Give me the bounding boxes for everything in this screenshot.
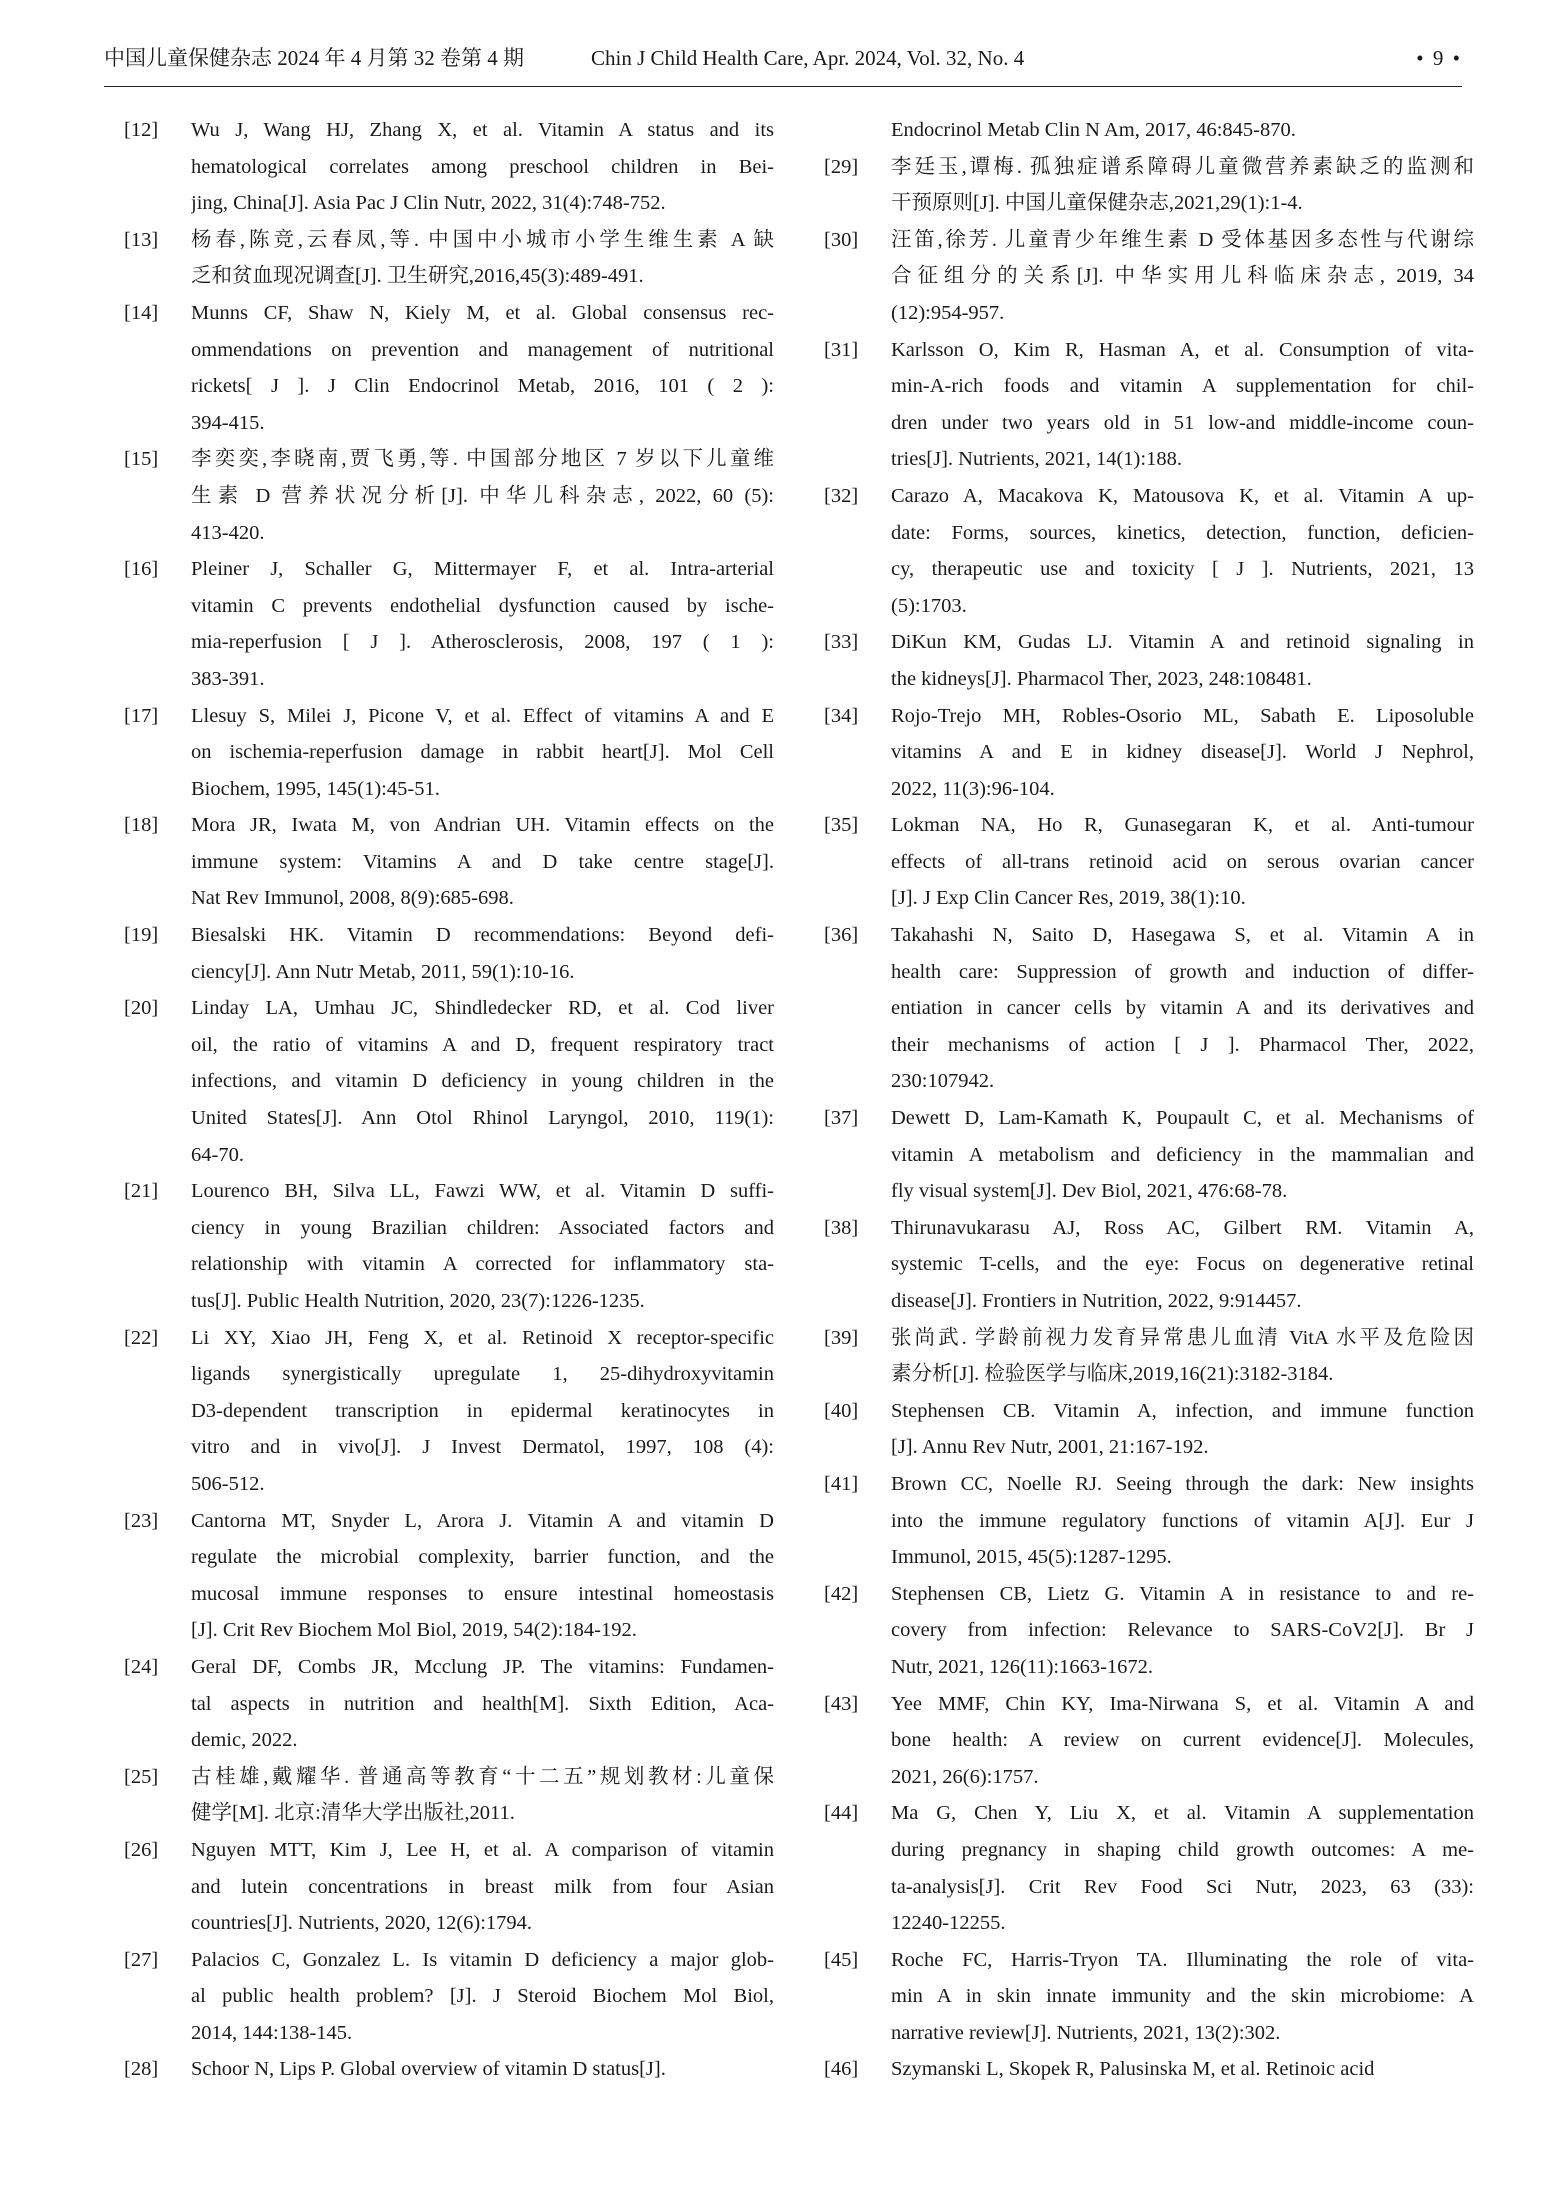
reference-entry	[124, 1320, 774, 1503]
reference-line: effects of all-trans retinoid acid on serous ovarian cancer	[891, 850, 1474, 873]
reference-text	[891, 1942, 1474, 2052]
reference-line: into the immune regulatory functions of vitamin A[J]. Eur J	[891, 1509, 1474, 1532]
reference-text	[891, 624, 1474, 697]
reference-line: Biochem, 1995, 145(1):45-51.	[191, 777, 440, 800]
reference-number: [44]	[824, 1802, 859, 1825]
reference-line: Mora JR, Iwata M, von Andrian UH. Vitamin effects on the	[191, 814, 774, 837]
reference-line: Ma G, Chen Y, Liu X, et al. Vitamin A supplementation	[891, 1802, 1474, 1825]
reference-entry	[824, 2051, 1474, 2088]
reference-entry	[824, 1795, 1474, 1941]
reference-line: Geral DF, Combs JR, Mcclung JP. The vitamins: Fundamen-	[191, 1655, 774, 1678]
reference-line: vitro and in vivo[J]. J Invest Dermatol, 1997, 108 (4):	[191, 1436, 774, 1459]
reference-line: [J]. J Exp Clin Cancer Res, 2019, 38(1):10.	[891, 887, 1246, 910]
reference-number: [12]	[124, 119, 159, 141]
reference-line: D3-dependent transcription in epidermal keratinocytes in	[191, 1399, 774, 1422]
reference-line: 394-415.	[191, 411, 265, 434]
reference-entry	[824, 624, 1474, 697]
reference-entry	[824, 917, 1474, 1100]
reference-line: dren under two years old in 51 low-and middle-income coun-	[891, 411, 1474, 434]
reference-text	[891, 1393, 1474, 1466]
reference-text	[191, 1942, 774, 2052]
reference-text	[191, 551, 774, 697]
reference-line: Cantorna MT, Snyder L, Arora J. Vitamin A and vitamin D	[191, 1509, 774, 1532]
reference-line: Li XY, Xiao JH, Feng X, et al. Retinoid X receptor-specific	[191, 1326, 774, 1349]
reference-line: mucosal immune responses to ensure intestinal homeostasis	[191, 1582, 774, 1605]
reference-number: [28]	[124, 2058, 159, 2081]
reference-text	[891, 1100, 1474, 1210]
reference-line: Pleiner J, Schaller G, Mittermayer F, et al. Intra-arterial	[191, 558, 774, 581]
reference-number: [38]	[824, 1216, 859, 1239]
reference-number: [18]	[124, 814, 159, 837]
reference-line: entiation in cancer cells by vitamin A and its derivatives and	[891, 997, 1474, 1020]
reference-line: tries[J]. Nutrients, 2021, 14(1):188.	[891, 448, 1182, 471]
reference-number: [15]	[124, 448, 159, 471]
reference-text	[191, 295, 774, 441]
reference-line: narrative review[J]. Nutrients, 2021, 13(2):302.	[891, 2021, 1281, 2044]
reference-line: infections, and vitamin D deficiency in young children in the	[191, 1070, 774, 1093]
reference-line: rickets[ J ]. J Clin Endocrinol Metab, 2016, 101 ( 2 ):	[191, 375, 774, 398]
reference-line: demic, 2022.	[191, 1729, 298, 1752]
reference-entry	[824, 332, 1474, 478]
reference-line: 李廷玉,谭梅. 孤独症谱系障碍儿童微营养素缺乏的监测和	[891, 155, 1474, 178]
reference-entry	[824, 1393, 1474, 1466]
reference-text	[191, 2051, 774, 2088]
reference-line: Nat Rev Immunol, 2008, 8(9):685-698.	[191, 887, 514, 910]
reference-line: 古桂雄,戴耀华. 普通高等教育“十二五”规划教材:儿童保	[191, 1765, 774, 1788]
reference-number: [16]	[124, 558, 159, 581]
reference-number: [45]	[824, 1948, 859, 1971]
reference-line: mia-reperfusion [ J ]. Atherosclerosis, 2008, 197 ( 1 ):	[191, 631, 774, 654]
page-number: • 9 •	[1416, 46, 1462, 70]
reference-line: Llesuy S, Milei J, Picone V, et al. Effect of vitamins A and E	[191, 704, 774, 727]
reference-line: fly visual system[J]. Dev Biol, 2021, 476:68-78.	[891, 1180, 1288, 1203]
reference-entry	[824, 112, 1474, 149]
reference-entry	[824, 222, 1474, 332]
reference-line: Carazo A, Macakova K, Matousova K, et al. Vitamin A up-	[891, 484, 1474, 507]
reference-line: 杨春,陈竞,云春凤,等. 中国中小城市小学生维生素 A 缺	[191, 228, 774, 251]
reference-line: min A in skin innate immunity and the skin microbiome: A	[891, 1985, 1474, 2008]
reference-line: ligands synergistically upregulate 1, 25-dihydroxyvitamin	[191, 1363, 774, 1386]
reference-entry	[124, 1173, 774, 1319]
reference-line: Linday LA, Umhau JC, Shindledecker RD, et al. Cod liver	[191, 997, 774, 1020]
reference-entry	[824, 807, 1474, 917]
reference-entry	[124, 222, 774, 295]
reference-text	[191, 441, 774, 551]
reference-number: [39]	[824, 1326, 859, 1349]
reference-entry	[124, 990, 774, 1173]
reference-number: [27]	[124, 1948, 159, 1971]
reference-entry	[124, 1759, 774, 1832]
reference-number: [32]	[824, 484, 859, 507]
reference-entry	[824, 1466, 1474, 1576]
reference-number: [42]	[824, 1582, 859, 1605]
reference-text	[191, 222, 774, 295]
reference-text	[191, 990, 774, 1173]
reference-line: Nutr, 2021, 126(11):1663-1672.	[891, 1655, 1154, 1678]
reference-line: oil, the ratio of vitamins A and D, frequent respiratory tract	[191, 1033, 774, 1056]
reference-line: and lutein concentrations in breast milk from four Asian	[191, 1875, 774, 1898]
reference-line: Thirunavukarasu AJ, Ross AC, Gilbert RM. Vitamin A,	[891, 1216, 1474, 1239]
reference-line: 生素 D 营养状况分析[J]. 中华儿科杂志, 2022, 60 (5):	[191, 484, 774, 507]
reference-entry	[124, 295, 774, 441]
reference-line: 汪笛,徐芳. 儿童青少年维生素 D 受体基因多态性与代谢综	[891, 228, 1474, 251]
reference-text	[891, 1466, 1474, 1576]
reference-number: [30]	[824, 228, 859, 251]
reference-line: vitamin A metabolism and deficiency in the mammalian and	[891, 1143, 1474, 1166]
reference-line: 2014, 144:138-145.	[191, 2021, 353, 2044]
reference-line: 健学[M]. 北京:清华大学出版社,2011.	[191, 1802, 515, 1825]
reference-line: Endocrinol Metab Clin N Am, 2017, 46:845-870.	[891, 119, 1296, 141]
reference-text	[191, 1173, 774, 1319]
reference-entry	[124, 1942, 774, 2052]
reference-line: 64-70.	[191, 1143, 244, 1166]
reference-text	[891, 1686, 1474, 1796]
reference-number: [23]	[124, 1509, 159, 1532]
reference-number: [17]	[124, 704, 159, 727]
reference-text	[891, 332, 1474, 478]
reference-text	[191, 1759, 774, 1832]
reference-line: min-A-rich foods and vitamin A supplementation for chil-	[891, 375, 1474, 398]
reference-line: date: Forms, sources, kinetics, detection, function, deficien-	[891, 521, 1474, 544]
reference-line: [J]. Crit Rev Biochem Mol Biol, 2019, 54(2):184-192.	[191, 1619, 637, 1642]
reference-line: cy, therapeutic use and toxicity [ J ]. Nutrients, 2021, 13	[891, 558, 1474, 581]
reference-line: regulate the microbial complexity, barrier function, and the	[191, 1546, 774, 1569]
reference-entry	[124, 551, 774, 697]
journal-title-cn: 中国儿童保健杂志 2024 年 4 月第 32 卷第 4 期	[104, 46, 524, 70]
reference-entry	[824, 478, 1474, 624]
reference-line: Nguyen MTT, Kim J, Lee H, et al. A comparison of vitamin	[191, 1838, 774, 1861]
reference-text	[891, 807, 1474, 917]
reference-line: Rojo-Trejo MH, Robles-Osorio ML, Sabath E. Liposoluble	[891, 704, 1474, 727]
reference-line: tus[J]. Public Health Nutrition, 2020, 23(7):1226-1235.	[191, 1290, 645, 1312]
reference-line: vitamins A and E in kidney disease[J]. World J Nephrol,	[891, 741, 1474, 764]
reference-entry	[124, 1649, 774, 1759]
reference-text	[891, 698, 1474, 808]
reference-number: [34]	[824, 704, 859, 727]
reference-text	[891, 1795, 1474, 1941]
reference-line: 230:107942.	[891, 1070, 995, 1093]
reference-entry	[124, 2051, 774, 2088]
reference-number: [19]	[124, 924, 159, 947]
reference-line: immune system: Vitamins A and D take centre stage[J].	[191, 850, 774, 873]
reference-number: [31]	[824, 338, 859, 361]
reference-text	[891, 917, 1474, 1100]
reference-line: ciency in young Brazilian children: Associated factors and	[191, 1216, 774, 1239]
reference-entry	[124, 698, 774, 808]
reference-line: 2021, 26(6):1757.	[891, 1765, 1039, 1788]
reference-line: the kidneys[J]. Pharmacol Ther, 2023, 248:108481.	[891, 667, 1312, 690]
reference-line: on ischemia-reperfusion damage in rabbit heart[J]. Mol Cell	[191, 741, 774, 764]
reference-entry	[824, 698, 1474, 808]
reference-entry	[124, 441, 774, 551]
reference-number: [46]	[824, 2058, 859, 2081]
reference-number: [14]	[124, 301, 159, 324]
reference-line: Immunol, 2015, 45(5):1287-1295.	[891, 1546, 1172, 1569]
reference-column-left	[124, 112, 774, 2088]
reference-line: Yee MMF, Chin KY, Ima-Nirwana S, et al. Vitamin A and	[891, 1692, 1474, 1715]
reference-line: ommendations on prevention and management of nutritional	[191, 338, 774, 361]
journal-title-en: Chin J Child Health Care, Apr. 2024, Vol. 32, No. 4	[591, 46, 1025, 70]
reference-line: 413-420.	[191, 521, 265, 544]
reference-text	[891, 222, 1474, 332]
reference-entry	[824, 1942, 1474, 2052]
reference-number: [33]	[824, 631, 859, 654]
reference-line: (12):954-957.	[891, 301, 1005, 324]
reference-line: 张尚武. 学龄前视力发育异常患儿血清 VitA 水平及危险因	[891, 1326, 1474, 1349]
reference-line: DiKun KM, Gudas LJ. Vitamin A and retinoid signaling in	[891, 631, 1474, 654]
reference-entry	[124, 1503, 774, 1649]
reference-line: ciency[J]. Ann Nutr Metab, 2011, 59(1):10-16.	[191, 960, 575, 983]
reference-line: Lourenco BH, Silva LL, Fawzi WW, et al. Vitamin D suffi-	[191, 1180, 774, 1203]
reference-number: [26]	[124, 1838, 159, 1861]
reference-text	[191, 917, 774, 990]
reference-text	[191, 698, 774, 808]
reference-line: ta-analysis[J]. Crit Rev Food Sci Nutr, 2023, 63 (33):	[891, 1875, 1474, 1898]
reference-number: [13]	[124, 228, 159, 251]
reference-line: relationship with vitamin A corrected for inflammatory sta-	[191, 1253, 774, 1276]
reference-text	[191, 807, 774, 917]
reference-line: Palacios C, Gonzalez L. Is vitamin D deficiency a major glob-	[191, 1948, 774, 1971]
header-rule	[104, 86, 1462, 87]
reference-number: [35]	[824, 814, 859, 837]
reference-line: Karlsson O, Kim R, Hasman A, et al. Consumption of vita-	[891, 338, 1474, 361]
reference-line: 2022, 11(3):96-104.	[891, 777, 1055, 800]
reference-line: al public health problem? [J]. J Steroid Biochem Mol Biol,	[191, 1985, 774, 2008]
reference-entry	[124, 1832, 774, 1942]
reference-line: Wu J, Wang HJ, Zhang X, et al. Vitamin A status and its	[191, 119, 774, 141]
reference-line: 12240-12255.	[891, 1912, 1006, 1935]
reference-number: [20]	[124, 997, 159, 1020]
reference-line: 乏和贫血现况调查[J]. 卫生研究,2016,45(3):489-491.	[191, 265, 644, 288]
reference-text	[891, 1210, 1474, 1320]
reference-line: covery from infection: Relevance to SARS-CoV2[J]. Br J	[891, 1619, 1474, 1642]
reference-line: [J]. Annu Rev Nutr, 2001, 21:167-192.	[891, 1436, 1209, 1459]
reference-entry	[824, 1100, 1474, 1210]
reference-text	[891, 478, 1474, 624]
reference-entry	[824, 1320, 1474, 1393]
reference-line: bone health: A review on current evidence[J]. Molecules,	[891, 1729, 1474, 1752]
reference-entry	[824, 149, 1474, 222]
reference-text	[191, 1649, 774, 1759]
reference-line: during pregnancy in shaping child growth outcomes: A me-	[891, 1838, 1474, 1861]
reference-line: their mechanisms of action [ J ]. Pharmacol Ther, 2022,	[891, 1033, 1474, 1056]
reference-line: 506-512.	[191, 1472, 265, 1495]
reference-number: [36]	[824, 924, 859, 947]
running-header	[104, 44, 1462, 80]
reference-line: Roche FC, Harris-Tryon TA. Illuminating the role of vita-	[891, 1948, 1474, 1971]
reference-line: countries[J]. Nutrients, 2020, 12(6):1794.	[191, 1912, 533, 1935]
reference-number: [25]	[124, 1765, 159, 1788]
reference-text	[191, 112, 774, 222]
reference-text	[891, 2051, 1474, 2088]
reference-line: Munns CF, Shaw N, Kiely M, et al. Global consensus rec-	[191, 301, 774, 324]
reference-line: Szymanski L, Skopek R, Palusinska M, et al. Retinoic acid	[891, 2058, 1375, 2081]
reference-line: Brown CC, Noelle RJ. Seeing through the dark: New insights	[891, 1472, 1474, 1495]
reference-entry	[824, 1210, 1474, 1320]
reference-line: Takahashi N, Saito D, Hasegawa S, et al. Vitamin A in	[891, 924, 1474, 947]
reference-number: [43]	[824, 1692, 859, 1715]
reference-entry	[124, 807, 774, 917]
reference-entry	[124, 112, 774, 222]
reference-line: systemic T-cells, and the eye: Focus on degenerative retinal	[891, 1253, 1474, 1276]
reference-number: [29]	[824, 155, 859, 178]
reference-line: 素分析[J]. 检验医学与临床,2019,16(21):3182-3184.	[891, 1363, 1334, 1386]
reference-line: (5):1703.	[891, 594, 967, 617]
reference-line: 383-391.	[191, 667, 265, 690]
reference-number: [40]	[824, 1399, 859, 1422]
reference-entry	[824, 1686, 1474, 1796]
reference-number: [41]	[824, 1472, 859, 1495]
reference-line: vitamin C prevents endothelial dysfunction caused by ische-	[191, 594, 774, 617]
reference-line: Dewett D, Lam-Kamath K, Poupault C, et al. Mechanisms of	[891, 1107, 1474, 1130]
reference-line: disease[J]. Frontiers in Nutrition, 2022, 9:914457.	[891, 1290, 1302, 1312]
reference-line: health care: Suppression of growth and induction of differ-	[891, 960, 1474, 983]
reference-line: Biesalski HK. Vitamin D recommendations: Beyond defi-	[191, 924, 774, 947]
reference-text	[891, 1576, 1474, 1686]
reference-text	[191, 1320, 774, 1503]
reference-text	[191, 1503, 774, 1649]
reference-number: [37]	[824, 1107, 859, 1130]
reference-text	[891, 112, 1474, 149]
reference-line: Stephensen CB. Vitamin A, infection, and immune function	[891, 1399, 1474, 1422]
reference-entry	[124, 917, 774, 990]
reference-line: Schoor N, Lips P. Global overview of vitamin D status[J].	[191, 2058, 666, 2081]
reference-line: 李奕奕,李晓南,贾飞勇,等. 中国部分地区 7 岁以下儿童维	[191, 448, 774, 471]
reference-line: jing, China[J]. Asia Pac J Clin Nutr, 2022, 31(4):748-752.	[191, 192, 666, 215]
reference-number: [24]	[124, 1655, 159, 1678]
reference-line: tal aspects in nutrition and health[M]. Sixth Edition, Aca-	[191, 1692, 774, 1715]
reference-text	[891, 149, 1474, 222]
reference-number: [21]	[124, 1180, 159, 1203]
reference-line: United States[J]. Ann Otol Rhinol Laryngol, 2010, 119(1):	[191, 1107, 774, 1130]
reference-line: Lokman NA, Ho R, Gunasegaran K, et al. Anti-tumour	[891, 814, 1474, 837]
reference-line: 干预原则[J]. 中国儿童保健杂志,2021,29(1):1-4.	[891, 192, 1303, 215]
reference-line: Stephensen CB, Lietz G. Vitamin A in resistance to and re-	[891, 1582, 1474, 1605]
reference-text	[191, 1832, 774, 1942]
reference-text	[891, 1320, 1474, 1393]
reference-column-right	[824, 112, 1474, 2088]
reference-line: 合征组分的关系[J]. 中华实用儿科临床杂志, 2019, 34	[891, 265, 1474, 288]
reference-line: hematological correlates among preschool children in Bei-	[191, 155, 774, 178]
reference-entry	[824, 1576, 1474, 1686]
reference-number: [22]	[124, 1326, 159, 1349]
